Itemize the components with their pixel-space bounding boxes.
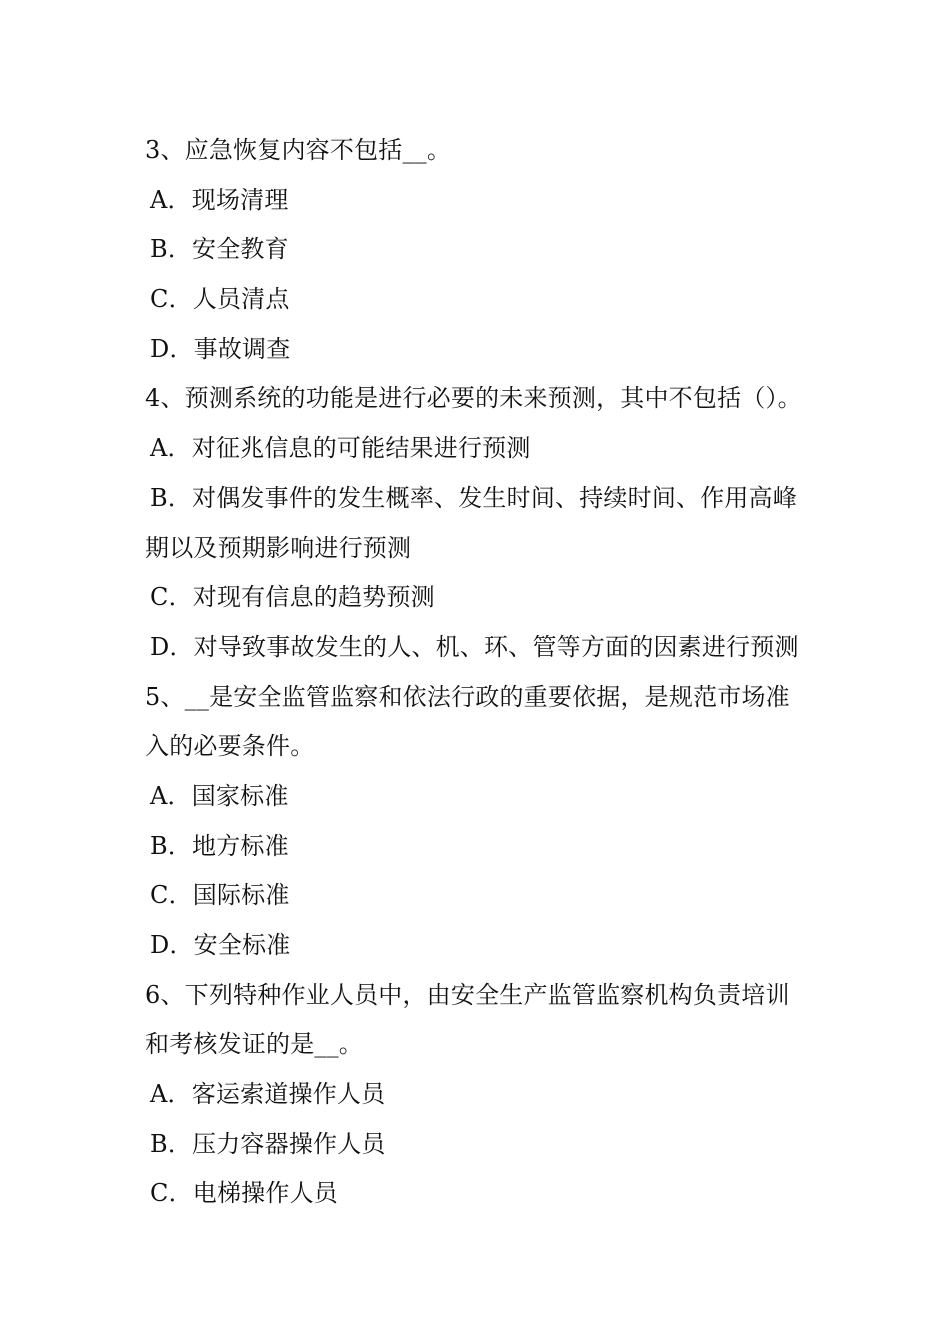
question-6-option-c: C．电梯操作人员 [150,1179,338,1208]
question-3-option-d: D．事故调查 [150,334,291,363]
question-6-stem-line-2: 和考核发证的是__。 [145,1030,363,1059]
question-5-option-a: A．国家标准 [150,781,289,810]
question-3-option-a: A．现场清理 [150,185,289,214]
question-5-stem-line-2: 入的必要条件。 [145,732,315,761]
question-5-option-c: C．国际标准 [150,881,290,910]
question-5-option-d: D．安全标准 [150,931,291,959]
question-3-option-c: C．人员清点 [150,285,290,314]
question-4-stem: 4、预测系统的功能是进行必要的未来预测，其中不包括（）。 [145,384,802,413]
question-4-option-b-line-2: 期以及预期影响进行预测 [145,533,412,562]
question-4-option-a: A．对征兆信息的可能结果进行预测 [150,434,531,463]
question-4-option-b-line-1: B．对偶发事件的发生概率、发生时间、持续时间、作用高峰 [150,483,798,512]
question-list [145,126,813,1219]
question-5-stem-line-1: 5、__是安全监管监察和依法行政的重要依据，是规范市场准 [145,682,790,711]
question-6-option-b: B．压力容器操作人员 [150,1129,386,1158]
question-5-option-b: B．地方标准 [150,831,289,860]
question-4-option-d: D．对导致事故发生的人、机、环、管等方面的因素进行预测 [150,632,799,661]
question-4-option-c: C．对现有信息的趋势预测 [150,583,435,612]
question-3-stem: 3、应急恢复内容不包括__。 [145,136,452,164]
question-6-option-a: A．客运索道操作人员 [150,1080,386,1109]
question-3-option-b: B．安全教育 [150,235,289,264]
question-6-stem-line-1: 6、下列特种作业人员中，由安全生产监管监察机构负责培训 [145,980,790,1009]
